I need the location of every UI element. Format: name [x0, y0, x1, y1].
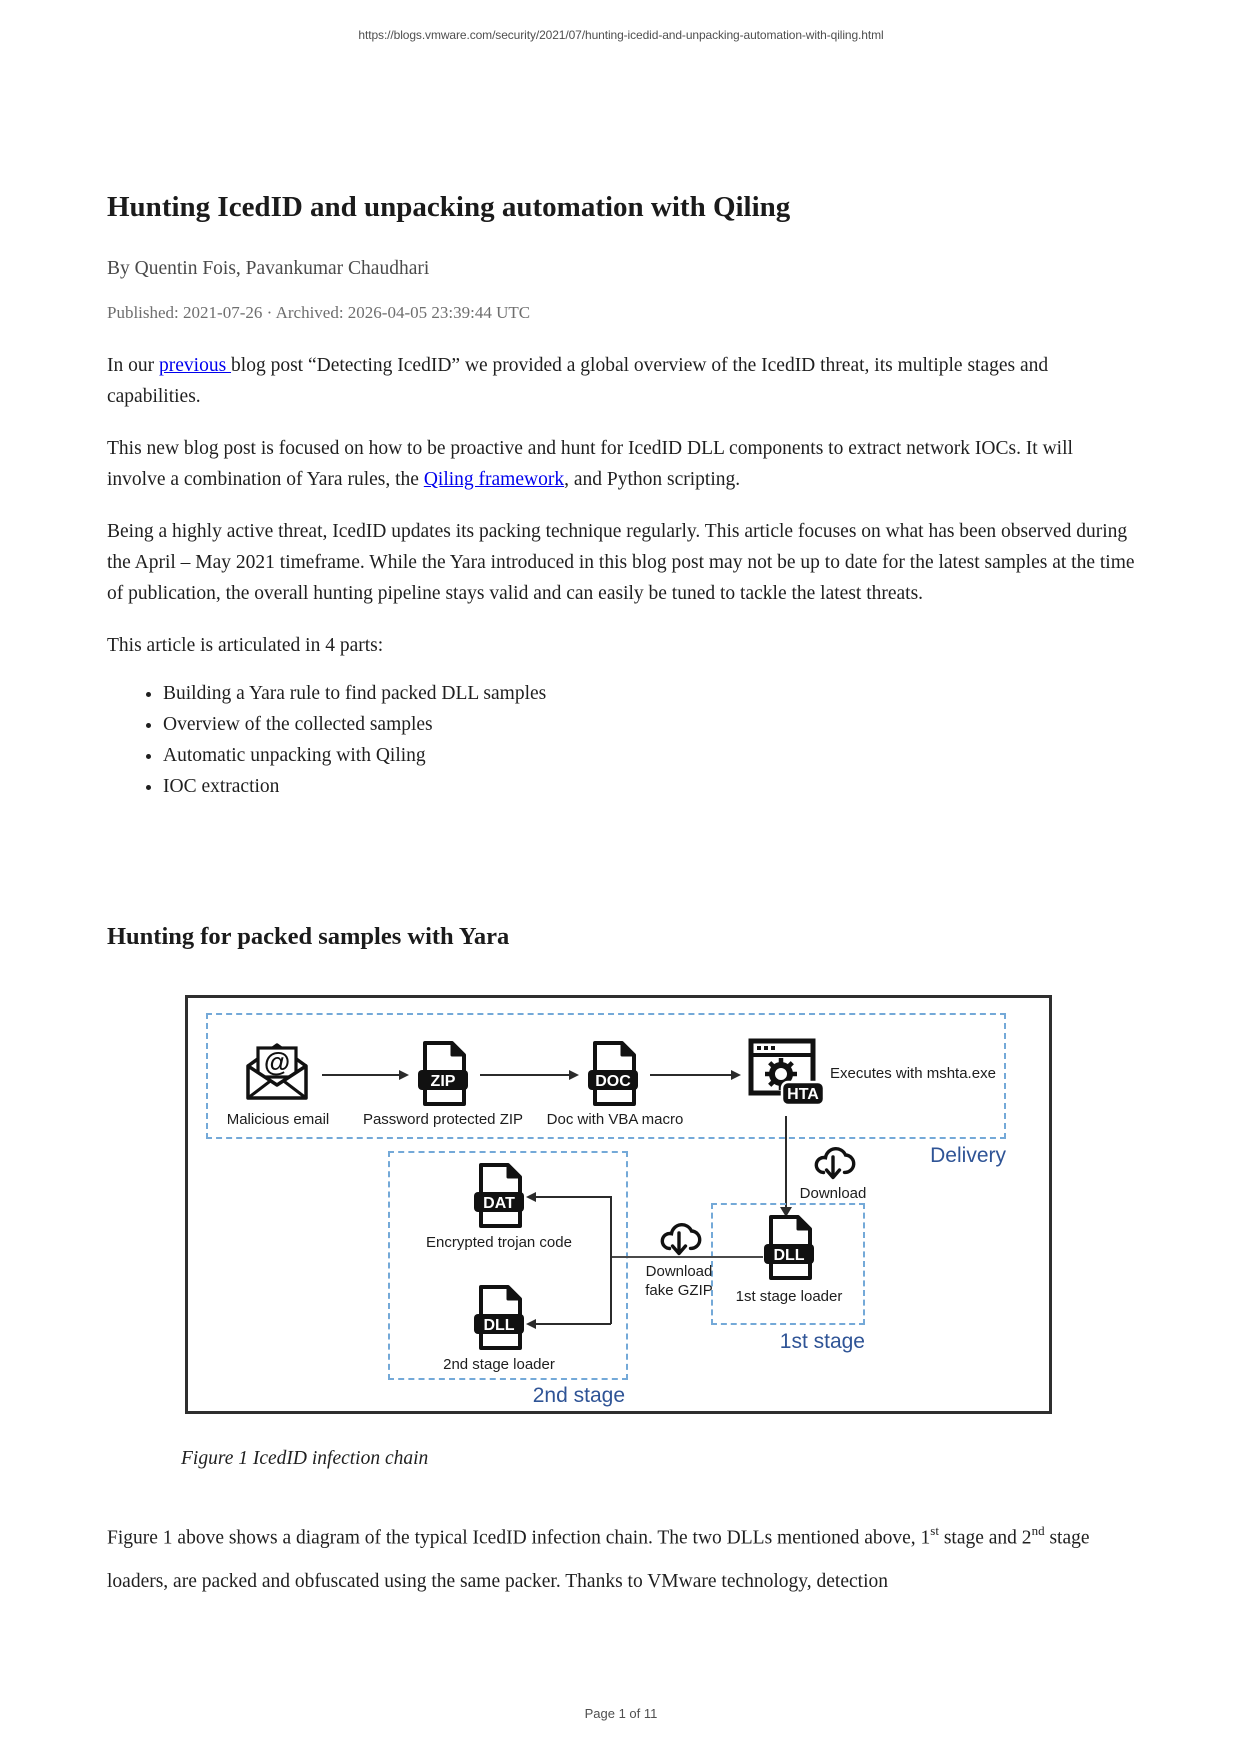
- section-heading: Hunting for packed samples with Yara: [107, 923, 510, 950]
- paragraph-1: [107, 350, 1135, 412]
- arrow-to-second-dll: [529, 1323, 611, 1325]
- arrow-doc-to-hta: [650, 1074, 738, 1076]
- download-fake-gzip-cloud-icon: [656, 1218, 702, 1260]
- paragraph-5: [107, 1510, 1135, 1603]
- hta-window-icon: [748, 1038, 826, 1110]
- fork-vertical-line: [610, 1196, 612, 1324]
- first-stage-label: 1st stage: [779, 1330, 865, 1353]
- svg-text:HTA: HTA: [787, 1086, 819, 1103]
- dat-file-icon: [472, 1162, 526, 1230]
- published-meta: Published: 2021-07-26 · Archived: 2026-04-05 23:39:44 UTC: [107, 303, 531, 322]
- arrow-email-to-zip: [322, 1074, 406, 1076]
- figure-caption: Figure 1 IcedID infection chain: [181, 1448, 429, 1469]
- doc-vba-label: Doc with VBA macro: [546, 1111, 684, 1128]
- list-item: • Automatic unpacking with Qiling: [163, 740, 1135, 771]
- second-stage-loader-label: 2nd stage loader: [443, 1356, 555, 1373]
- svg-text:DOC: DOC: [595, 1073, 631, 1090]
- executes-mshta-label: Executes with mshta.exe: [830, 1065, 996, 1082]
- figure-1-diagram: [185, 995, 1052, 1414]
- list-item: • Overview of the collected samples: [163, 709, 1135, 740]
- malicious-email-icon: [242, 1038, 312, 1104]
- download-fake-gzip-line2: fake GZIP: [645, 1282, 713, 1299]
- url-header: https://blogs.vmware.com/security/2021/07/hunting-icedid-and-unpacking-automation-with-qiling.html: [358, 28, 884, 42]
- dll-second-stage-icon: [472, 1284, 526, 1352]
- byline: By Quentin Fois, Pavankumar Chaudhari: [107, 258, 430, 279]
- download-cloud-icon: [810, 1142, 856, 1184]
- password-zip-label: Password protected ZIP: [362, 1111, 524, 1128]
- arrow-to-dat: [529, 1196, 611, 1198]
- article-content: [0, 188, 1242, 1603]
- parts-list: [107, 678, 1135, 802]
- malicious-email-label: Malicious email: [226, 1111, 330, 1128]
- paragraph-2-post: , and Python scripting.: [564, 469, 741, 490]
- list-item: • Building a Yara rule to find packed DLL samples: [163, 678, 1135, 709]
- arrow-zip-to-doc: [480, 1074, 576, 1076]
- page-title: Hunting IcedID and unpacking automation with Qiling: [107, 191, 791, 223]
- paragraph-1-post: blog post “Detecting IcedID” we provided a global overview of the IcedID threat, its multiple stages and capabilities.: [107, 355, 1049, 407]
- page-number: Page 1 of 11: [584, 1706, 658, 1721]
- superscript-st: st: [930, 1523, 939, 1538]
- svg-text:ZIP: ZIP: [430, 1073, 456, 1090]
- doc-file-icon: [586, 1040, 640, 1108]
- encrypted-trojan-label: Encrypted trojan code: [426, 1234, 572, 1251]
- first-stage-loader-label: 1st stage loader: [735, 1288, 843, 1305]
- superscript-nd: nd: [1031, 1523, 1045, 1538]
- svg-text:DLL: DLL: [483, 1317, 515, 1334]
- second-stage-label: 2nd stage: [532, 1384, 625, 1407]
- paragraph-2: [107, 433, 1135, 495]
- delivery-stage-label: Delivery: [930, 1144, 1006, 1167]
- svg-text:DAT: DAT: [483, 1195, 515, 1212]
- list-item: • IOC extraction: [163, 771, 1135, 802]
- paragraph-2-pre: This new blog post is focused on how to be proactive and hunt for IcedID DLL components to extract network IOCs. It will involve a combination of Yara rules, the: [107, 438, 1073, 490]
- paragraph-5-post: stage loaders, are packed and obfuscated using the same packer. Thanks to VMware technology, detection: [107, 1527, 1090, 1592]
- download-fake-gzip-line1: Download: [645, 1263, 713, 1280]
- qiling-framework-link[interactable]: Qiling framework: [423, 469, 565, 490]
- dll-first-stage-icon: [762, 1214, 816, 1282]
- paragraph-5-pre: Figure 1 above shows a diagram of the typical IcedID infection chain. The two DLLs mentioned above, 1: [107, 1527, 931, 1549]
- download-label: Download: [799, 1185, 867, 1202]
- download-fake-gzip-label: [624, 1262, 734, 1300]
- previous-post-link[interactable]: previous: [159, 355, 232, 376]
- paragraph-1-pre: In our: [107, 355, 159, 376]
- svg-text:@: @: [263, 1047, 291, 1077]
- paragraph-5-mid: stage and 2: [938, 1527, 1032, 1549]
- svg-text:DLL: DLL: [773, 1247, 805, 1264]
- paragraph-3: Being a highly active threat, IcedID updates its packing technique regularly. This article focuses on what has been observed during the April – May 2021 timeframe. While the Yara introduced in this blog post may not be up to date for the latest samples at the time of publication, the overall hunting pipeline stays valid and can easily be tuned to tackle the latest threats.: [107, 521, 1135, 604]
- zip-file-icon: [416, 1040, 470, 1108]
- paragraph-4: This article is articulated in 4 parts:: [107, 635, 384, 656]
